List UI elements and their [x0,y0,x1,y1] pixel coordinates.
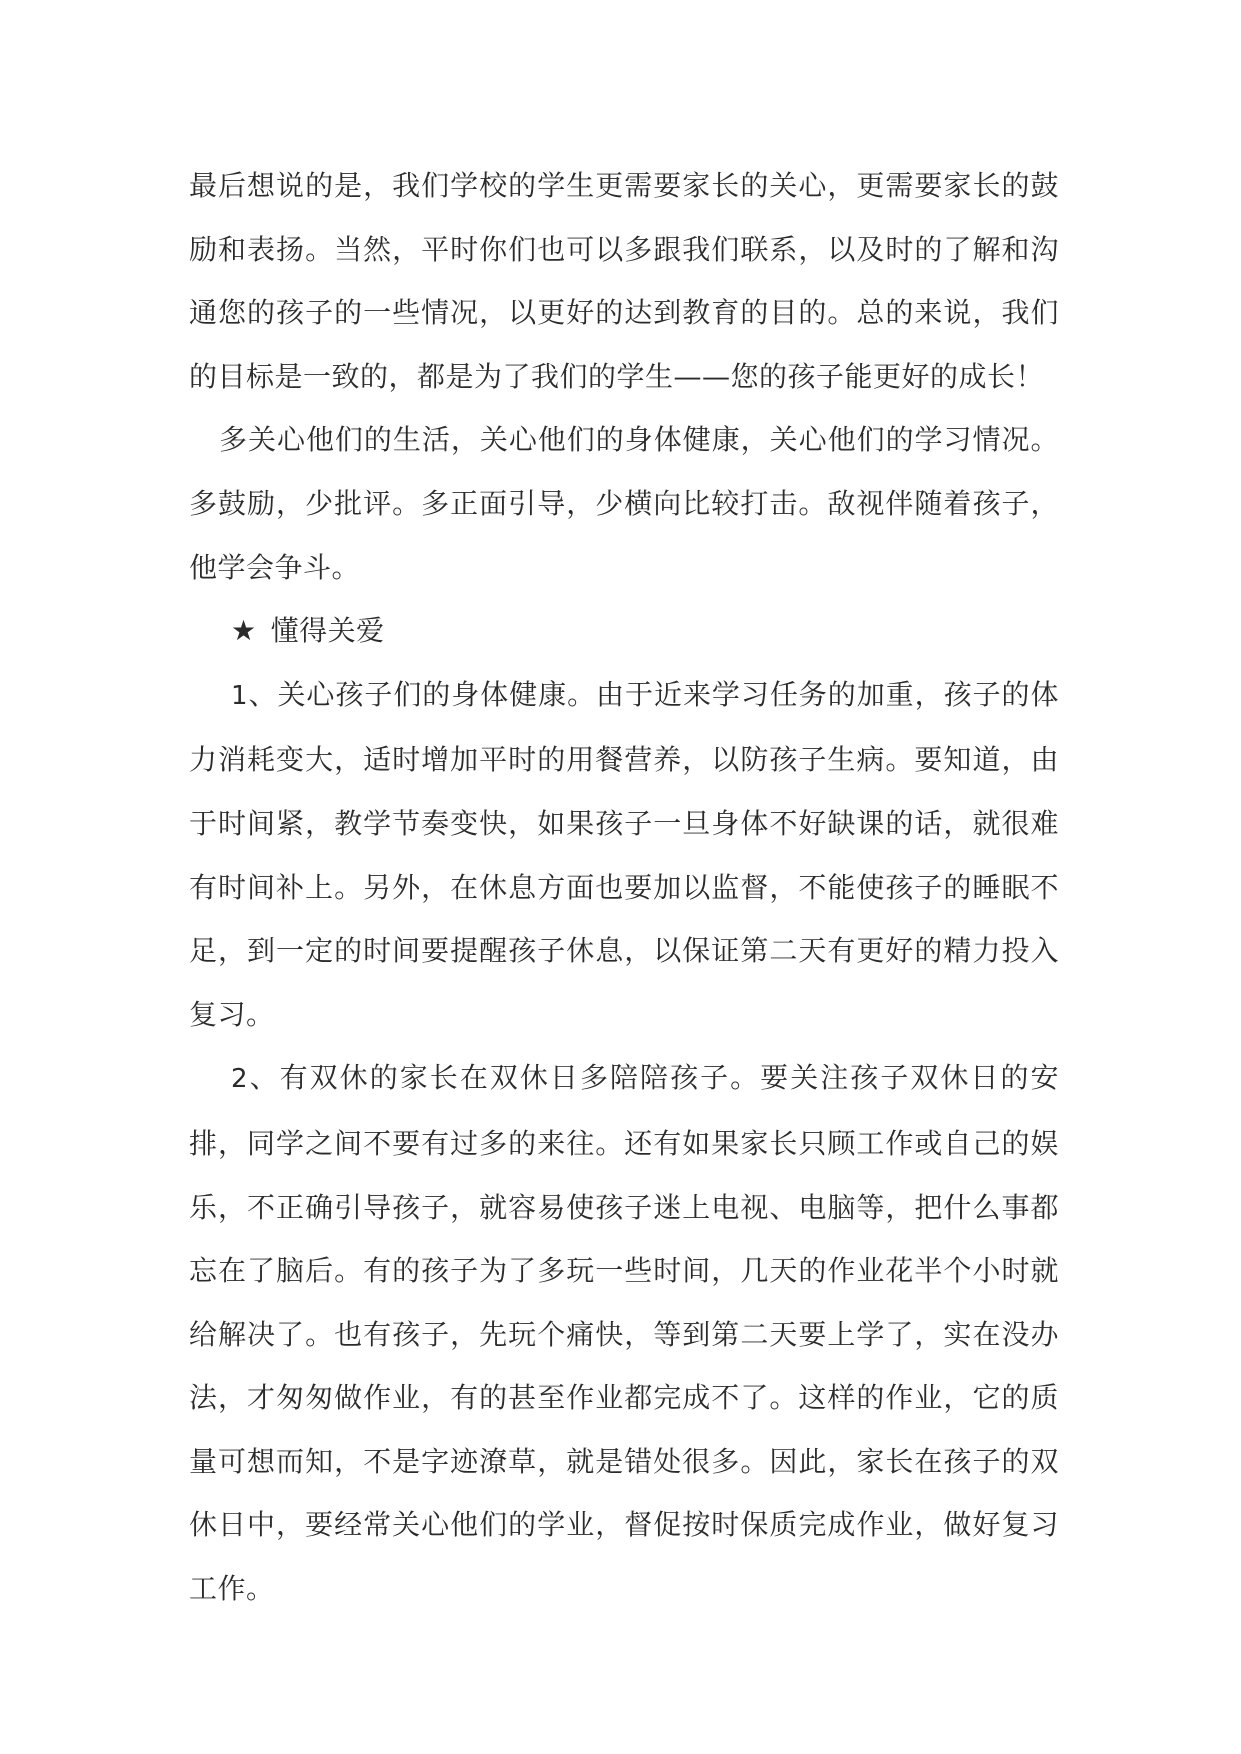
list-item-health [189,663,1059,1047]
list-item-number: 2 [231,1064,249,1095]
list-item-number: 1 [231,680,249,711]
care-advice-paragraph: 多关心他们的生活，关心他们的身体健康，关心他们的学习情况。多鼓励，少批评。多正面引导，少横向比较打击。敌视伴随着孩子，他学会争斗。 [189,423,1059,584]
section-heading-text: 懂得关爱 [270,614,385,648]
list-item-weekend [189,1046,1059,1620]
list-item-text: 、有双休的家长在双休日多陪陪孩子。要关注孩子双休日的安排，同学之间不要有过多的来往。还有如果家长只顾工作或自己的娱乐，不正确引导孩子，就容易使孩子迷上电视、电脑等，把什么事都忘在了脑后。有的孩子为了多玩一些时间，几天的作业花半个小时就给解决了。也有孩子，先玩个痛快，等到第二天要上学了，实在没办法，才匆匆做作业，有的甚至作业都完成不了。这样的作业，它的质量可想而知，不是字迹潦草，就是错处很多。因此，家长在孩子的双休日中，要经常关心他们的学业，督促按时保质完成作业，做好复习工作。 [189,1061,1059,1606]
document-body [189,154,1059,1621]
section-heading [189,599,1059,663]
list-item-text: 、关心孩子们的身体健康。由于近来学习任务的加重，孩子的体力消耗变大，适时增加平时的用餐营养，以防孩子生病。要知道，由于时间紧，教学节奏变快，如果孩子一旦身体不好缺课的话，就很难有时间补上。另外，在休息方面也要加以监督，不能使孩子的睡眠不足，到一定的时间要提醒孩子休息，以保证第二天有更好的精力投入复习。 [189,677,1059,1031]
closing-paragraph: 最后想说的是，我们学校的学生更需要家长的关心，更需要家长的鼓励和表扬。当然，平时你们也可以多跟我们联系，以及时的了解和沟通您的孩子的一些情况，以更好的达到教育的目的。总的来说，我们的目标是一致的，都是为了我们的学生——您的孩子能更好的成长！ [189,169,1059,393]
star-icon: ★ [231,614,257,648]
